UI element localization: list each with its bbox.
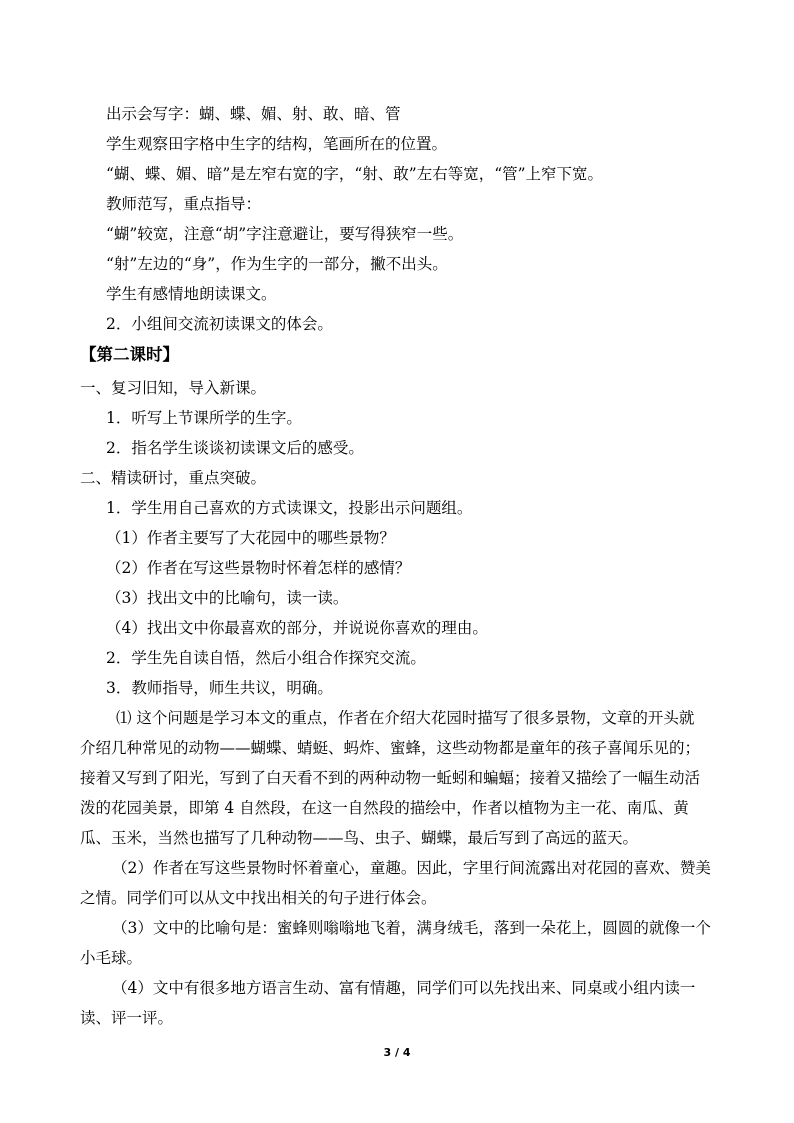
text-line: （3）文中的比喻句是：蜜蜂则嗡嗡地飞着，满身绒毛，落到一朵花上，圆圆的就像一个 [112, 919, 711, 937]
page-number: 3 / 4 [383, 1046, 411, 1059]
text-line: 3．教师指导，师生共议，明确。 [106, 679, 333, 697]
text-line: 2．小组间交流初读课文的体会。 [106, 315, 333, 333]
text-line: 学生有感情地朗读课文。 [106, 285, 277, 303]
text-line: 2．学生先自读自悟，然后小组合作探究交流。 [106, 649, 426, 667]
text-line: 教师范写，重点指导： [106, 195, 262, 213]
text-line: （3）找出文中的比喻句，读一读。 [106, 589, 349, 607]
text-line: 1．听写上节课所学的生字。 [106, 409, 302, 427]
text-line: 之情。同学们可以从文中找出相关的句子进行体会。 [80, 889, 437, 907]
text-line: （4）找出文中你最喜欢的部分，并说说你喜欢的理由。 [106, 619, 488, 637]
text-line: “射”左边的“身”，作为生字的一部分，撇不出头。 [106, 255, 448, 273]
text-line: （2）作者在写这些景物时怀着怎样的感情？ [106, 559, 411, 577]
text-line: 介绍几种常见的动物——蝴蝶、蜻蜓、蚂炸、蜜蜂，这些动物都是童年的孩子喜闻乐见的； [80, 739, 701, 757]
text-line: “蝴”较宽，注意“胡”字注意避让，要写得狭窄一些。 [106, 225, 464, 243]
text-line: （1）作者主要写了大花园中的哪些景物？ [106, 529, 395, 547]
text-line: 接着又写到了阳光，写到了白天看不到的两种动物一蚯蚓和蝙蝠；接着又描绘了一幅生动活 [80, 769, 701, 787]
text-line: 读、评一评。 [80, 1009, 174, 1027]
text-line: 1．学生用自己喜欢的方式读课文，投影出示问题组。 [106, 499, 473, 517]
text-line: “蝴、蝶、媚、暗”是左窄右宽的字，“射、敢”左右等宽，“管”上窄下宽。 [106, 165, 604, 183]
text-line: （4）文中有很多地方语言生动、富有情趣，同学们可以先找出来、同桌或小组内读一 [112, 979, 696, 997]
text-line: 小毛球。 [80, 949, 143, 967]
text-line: 2．指名学生谈谈初读课文后的感受。 [106, 439, 364, 457]
text-line: 瓜、玉米，当然也描写了几种动物——鸟、虫子、蝴蝶，最后写到了高远的蓝天。 [80, 829, 639, 847]
text-line: 学生观察田字格中生字的结构，笔画所在的位置。 [106, 135, 448, 153]
text-line: （2）作者在写这些景物时怀着童心，童趣。因此，字里行间流露出对花园的喜欢、赞美 [112, 859, 711, 877]
text-line: ⑴ 这个问题是学习本文的重点，作者在介绍大花园时描写了很多景物，文章的开头就 [116, 709, 695, 727]
text-line: 出示会写字：蝴、蝶、媚、射、敢、暗、管 [106, 105, 401, 123]
text-line: 一、复习旧知，导入新课。 [80, 379, 267, 397]
section-heading: 【第二课时】 [80, 345, 179, 364]
text-line: 泼的花园美景，即第 4 自然段，在这一自然段的描绘中，作者以植物为主一花、南瓜、黄 [80, 799, 689, 817]
text-line: 二、精读研讨，重点突破。 [80, 469, 267, 487]
